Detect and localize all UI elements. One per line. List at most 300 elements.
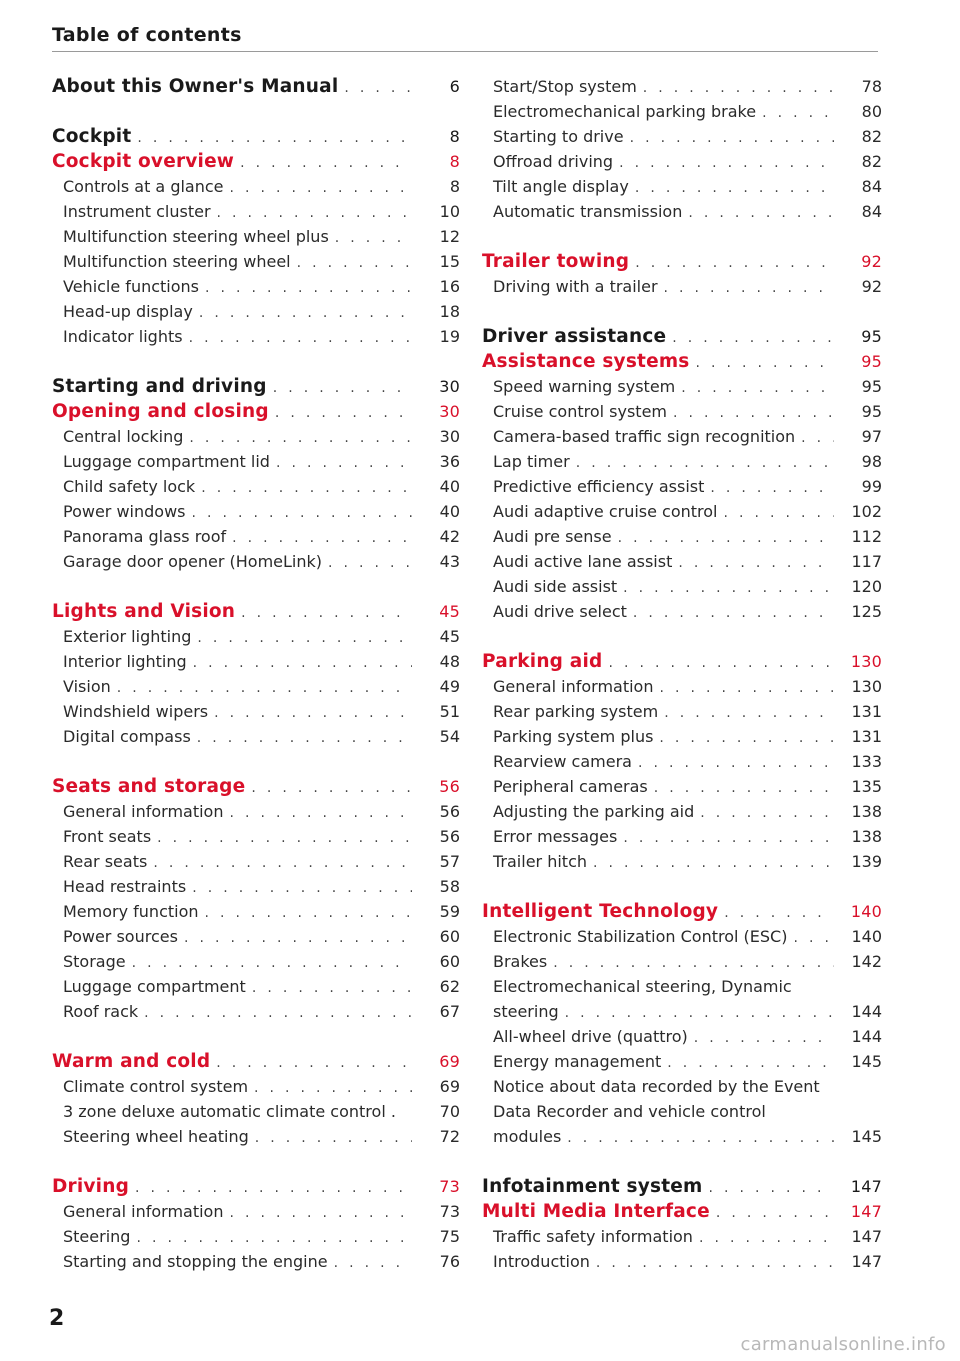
toc-entry-title: Warm and cold xyxy=(52,1051,211,1072)
toc-leader-dots xyxy=(153,851,412,874)
toc-page-number: 140 xyxy=(850,902,882,921)
toc-entry-title: Seats and storage xyxy=(52,776,246,797)
toc-page-number: 80 xyxy=(861,102,882,121)
toc-section-entry[interactable] xyxy=(52,824,460,849)
toc-section-entry[interactable] xyxy=(482,1024,882,1049)
toc-entry-title: Climate control system xyxy=(63,1077,249,1096)
toc-section-entry[interactable] xyxy=(482,749,882,774)
toc-page-number: 72 xyxy=(439,1127,460,1146)
toc-page-number: 145 xyxy=(851,1127,882,1146)
toc-entry-title: Brakes xyxy=(493,952,548,971)
toc-entry-title: Camera-based traffic sign recognition xyxy=(493,427,796,446)
toc-page-number: 45 xyxy=(439,627,460,646)
toc-section-entry[interactable] xyxy=(482,149,882,174)
toc-section-entry[interactable] xyxy=(52,949,460,974)
toc-leader-dots xyxy=(273,376,412,399)
toc-leader-dots xyxy=(335,226,412,249)
toc-column-right xyxy=(482,74,882,1274)
toc-page-number: 130 xyxy=(850,652,882,671)
toc-leader-dots xyxy=(710,476,834,499)
toc-section-entry[interactable] xyxy=(482,949,882,974)
toc-section-entry[interactable] xyxy=(52,624,460,649)
toc-page-number: 40 xyxy=(439,502,460,521)
toc-entry-title: Starting and stopping the engine xyxy=(63,1252,328,1271)
toc-leader-dots xyxy=(567,1126,834,1149)
toc-leader-dots xyxy=(664,276,834,299)
toc-section-entry[interactable] xyxy=(52,499,460,524)
toc-section-entry[interactable] xyxy=(52,299,460,324)
toc-section-entry[interactable] xyxy=(52,874,460,899)
toc-entry-title: Rear parking system xyxy=(493,702,659,721)
toc-leader-dots xyxy=(229,1201,412,1224)
toc-page-number: 56 xyxy=(439,827,460,846)
toc-spacer xyxy=(52,349,460,374)
toc-page-number: 133 xyxy=(851,752,882,771)
toc-section-entry[interactable] xyxy=(52,649,460,674)
toc-entry-title: Audi side assist xyxy=(493,577,618,596)
toc-section-entry[interactable] xyxy=(52,199,460,224)
toc-section-entry[interactable] xyxy=(482,724,882,749)
toc-page-number: 102 xyxy=(851,502,882,521)
toc-leader-dots xyxy=(254,1076,412,1099)
toc-chapter-entry[interactable] xyxy=(482,349,882,374)
toc-page-number: 147 xyxy=(851,1227,882,1246)
toc-entry-title: Error messages xyxy=(493,827,618,846)
toc-entry-title: Steering xyxy=(63,1227,131,1246)
toc-page-number: 147 xyxy=(850,1202,882,1221)
toc-entry-title: modules xyxy=(493,1127,562,1146)
toc-leader-dots xyxy=(608,651,834,674)
toc-chapter-entry[interactable] xyxy=(482,649,882,674)
toc-leader-dots xyxy=(659,726,834,749)
toc-entry-title: Roof rack xyxy=(63,1002,139,1021)
toc-page-number: 60 xyxy=(439,952,460,971)
toc-entry-title: Adjusting the parking aid xyxy=(493,802,695,821)
toc-entry-title: Start/Stop system xyxy=(493,77,637,96)
toc-leader-dots xyxy=(565,1001,834,1024)
toc-page-number: 57 xyxy=(439,852,460,871)
toc-entry-title: Automatic transmission xyxy=(493,202,683,221)
toc-leader-dots xyxy=(623,826,834,849)
toc-leader-dots xyxy=(334,1251,412,1274)
toc-leader-dots xyxy=(232,526,412,549)
toc-page-number: 56 xyxy=(439,777,460,796)
toc-chapter-entry[interactable] xyxy=(52,399,460,424)
toc-section-entry[interactable] xyxy=(482,1074,882,1099)
toc-section-entry[interactable] xyxy=(52,1199,460,1224)
toc-entry-title: Multifunction steering wheel xyxy=(63,252,291,271)
toc-entry-title: General information xyxy=(493,677,654,696)
toc-section-entry[interactable] xyxy=(482,499,882,524)
toc-page-number: 92 xyxy=(861,252,882,271)
toc-leader-dots xyxy=(664,701,834,724)
toc-chapter-entry[interactable] xyxy=(52,74,460,99)
page-number: 2 xyxy=(49,1306,65,1331)
toc-page-number: 36 xyxy=(439,452,460,471)
toc-section-entry[interactable] xyxy=(482,574,882,599)
toc-entry-title: Child safety lock xyxy=(63,477,196,496)
toc-page-number: 98 xyxy=(861,452,882,471)
toc-section-entry[interactable] xyxy=(52,174,460,199)
toc-entry-title: Peripheral cameras xyxy=(493,777,648,796)
toc-entry-title: Interior lighting xyxy=(63,652,187,671)
toc-page-number: 95 xyxy=(861,377,882,396)
toc-page-number: 135 xyxy=(851,777,882,796)
toc-entry-title: Memory function xyxy=(63,902,199,921)
toc-section-entry[interactable] xyxy=(482,699,882,724)
toc-section-entry[interactable] xyxy=(482,1049,882,1074)
toc-leader-dots xyxy=(251,776,412,799)
header-divider xyxy=(52,51,878,52)
toc-entry-title: Power sources xyxy=(63,927,178,946)
toc-entry-title: Garage door opener (HomeLink) xyxy=(63,552,323,571)
toc-section-entry[interactable] xyxy=(52,974,460,999)
toc-page-number: 60 xyxy=(439,927,460,946)
toc-section-entry[interactable] xyxy=(482,524,882,549)
toc-section-entry[interactable] xyxy=(52,924,460,949)
toc-page-number: 84 xyxy=(861,202,882,221)
toc-leader-dots xyxy=(724,501,835,524)
toc-spacer xyxy=(482,624,882,649)
toc-entry-title: Data Recorder and vehicle control xyxy=(493,1102,766,1121)
toc-page-number: 145 xyxy=(851,1052,882,1071)
toc-section-entry[interactable] xyxy=(52,324,460,349)
toc-leader-dots xyxy=(132,951,412,974)
toc-leader-dots xyxy=(205,276,412,299)
toc-entry-title: Notice about data recorded by the Event xyxy=(493,1077,820,1096)
toc-page-number: 70 xyxy=(439,1102,460,1121)
toc-page-number: 73 xyxy=(439,1177,460,1196)
toc-page-number: 59 xyxy=(439,902,460,921)
toc-leader-dots xyxy=(201,476,412,499)
toc-leader-dots xyxy=(184,926,412,949)
toc-section-entry[interactable] xyxy=(482,199,882,224)
toc-page-number: 78 xyxy=(861,77,882,96)
toc-section-entry[interactable] xyxy=(482,824,882,849)
toc-page-number: 84 xyxy=(861,177,882,196)
toc-leader-dots xyxy=(192,876,412,899)
toc-section-entry[interactable] xyxy=(52,1099,460,1124)
toc-spacer xyxy=(52,99,460,124)
toc-entry-title: Cockpit overview xyxy=(52,151,235,172)
toc-page-number: 92 xyxy=(861,277,882,296)
toc-entry-title: Trailer towing xyxy=(482,251,630,272)
toc-section-entry[interactable] xyxy=(482,274,882,299)
toc-leader-dots xyxy=(230,176,413,199)
toc-section-entry[interactable] xyxy=(52,474,460,499)
toc-page-number: 139 xyxy=(851,852,882,871)
toc-page-number: 45 xyxy=(439,602,460,621)
toc-section-entry[interactable] xyxy=(482,774,882,799)
toc-leader-dots xyxy=(635,176,834,199)
toc-entry-title: Multifunction steering wheel plus xyxy=(63,227,329,246)
toc-page-number: 56 xyxy=(439,802,460,821)
toc-leader-dots xyxy=(135,1176,412,1199)
toc-section-entry[interactable] xyxy=(482,124,882,149)
toc-page-number: 8 xyxy=(449,127,460,146)
toc-leader-dots xyxy=(635,251,834,274)
toc-spacer xyxy=(482,874,882,899)
toc-entry-title: Indicator lights xyxy=(63,327,183,346)
toc-entry-title: Cruise control system xyxy=(493,402,667,421)
toc-leader-dots xyxy=(255,1126,412,1149)
toc-page-number: 140 xyxy=(851,927,882,946)
toc-entry-title: Digital compass xyxy=(63,727,191,746)
toc-section-entry[interactable] xyxy=(482,399,882,424)
toc-chapter-entry[interactable] xyxy=(52,774,460,799)
toc-entry-title: Rear seats xyxy=(63,852,148,871)
toc-page-number: 58 xyxy=(439,877,460,896)
toc-entry-title: Predictive efficiency assist xyxy=(493,477,705,496)
toc-chapter-entry[interactable] xyxy=(482,1174,882,1199)
toc-leader-dots xyxy=(276,451,412,474)
toc-chapter-entry[interactable] xyxy=(482,1199,882,1224)
toc-section-entry[interactable] xyxy=(52,699,460,724)
toc-spacer xyxy=(52,749,460,774)
toc-page-number: 82 xyxy=(861,152,882,171)
toc-leader-dots xyxy=(630,126,834,149)
toc-entry-title: Head-up display xyxy=(63,302,193,321)
toc-page-number: 144 xyxy=(851,1002,882,1021)
toc-page-number: 120 xyxy=(851,577,882,596)
toc-leader-dots xyxy=(241,601,412,624)
toc-leader-dots xyxy=(199,301,412,324)
toc-entry-title: General information xyxy=(63,802,224,821)
toc-section-entry[interactable] xyxy=(52,449,460,474)
toc-entry-title: Energy management xyxy=(493,1052,662,1071)
toc-page-number: 62 xyxy=(439,977,460,996)
toc-entry-title: Lights and Vision xyxy=(52,601,236,622)
toc-page-number: 95 xyxy=(861,327,882,346)
toc-spacer xyxy=(482,299,882,324)
toc-leader-dots xyxy=(673,401,834,424)
toc-leader-dots xyxy=(229,801,412,824)
toc-leader-dots xyxy=(672,326,834,349)
toc-leader-dots xyxy=(297,251,412,274)
toc-entry-title: About this Owner's Manual xyxy=(52,76,339,97)
toc-leader-dots xyxy=(638,751,834,774)
toc-leader-dots xyxy=(216,1051,412,1074)
toc-section-entry[interactable] xyxy=(482,74,882,99)
toc-entry-title: Storage xyxy=(63,952,126,971)
toc-page-number: 125 xyxy=(851,602,882,621)
toc-entry-title: Rearview camera xyxy=(493,752,632,771)
toc-section-entry[interactable] xyxy=(52,524,460,549)
toc-section-entry[interactable] xyxy=(482,449,882,474)
toc-entry-title: Parking aid xyxy=(482,651,603,672)
toc-page-number: 49 xyxy=(439,677,460,696)
toc-section-entry[interactable] xyxy=(482,1124,882,1149)
toc-leader-dots xyxy=(137,126,412,149)
toc-section-entry[interactable] xyxy=(482,974,882,999)
toc-entry-title: Driving xyxy=(52,1176,130,1197)
toc-column-left xyxy=(52,74,460,1274)
toc-leader-dots xyxy=(623,576,834,599)
toc-entry-title: steering xyxy=(493,1002,559,1021)
toc-leader-dots xyxy=(667,1051,834,1074)
toc-page-number: 6 xyxy=(449,77,460,96)
toc-entry-title: Vehicle functions xyxy=(63,277,199,296)
toc-spacer xyxy=(52,1024,460,1049)
toc-section-entry[interactable] xyxy=(52,1249,460,1274)
toc-section-entry[interactable] xyxy=(52,1224,460,1249)
toc-leader-dots xyxy=(700,801,834,824)
toc-chapter-entry[interactable] xyxy=(482,324,882,349)
toc-section-entry[interactable] xyxy=(482,599,882,624)
toc-entry-title: Electromechanical parking brake xyxy=(493,102,757,121)
toc-chapter-entry[interactable] xyxy=(52,149,460,174)
toc-section-entry[interactable] xyxy=(52,724,460,749)
toc-leader-dots xyxy=(596,1251,834,1274)
toc-page-number: 131 xyxy=(851,702,882,721)
toc-section-entry[interactable] xyxy=(52,424,460,449)
toc-page-number: 117 xyxy=(851,552,882,571)
page-header-title: Table of contents xyxy=(52,24,242,46)
toc-entry-title: Intelligent Technology xyxy=(482,901,719,922)
toc-page-number: 75 xyxy=(439,1227,460,1246)
toc-chapter-entry[interactable] xyxy=(52,124,460,149)
toc-page-number: 95 xyxy=(861,402,882,421)
toc-page-number: 42 xyxy=(439,527,460,546)
toc-leader-dots xyxy=(576,451,834,474)
toc-chapter-entry[interactable] xyxy=(52,599,460,624)
toc-leader-dots xyxy=(699,1226,834,1249)
toc-section-entry[interactable] xyxy=(52,1124,460,1149)
toc-page-number: 131 xyxy=(851,727,882,746)
toc-entry-title: Audi adaptive cruise control xyxy=(493,502,718,521)
toc-leader-dots xyxy=(144,1001,412,1024)
toc-section-entry[interactable] xyxy=(52,224,460,249)
toc-entry-title: Luggage compartment xyxy=(63,977,246,996)
toc-entry-title: Electromechanical steering, Dynamic xyxy=(493,977,792,996)
toc-chapter-entry[interactable] xyxy=(52,1174,460,1199)
toc-leader-dots xyxy=(793,926,834,949)
toc-leader-dots xyxy=(344,76,412,99)
toc-page-number: 8 xyxy=(449,177,460,196)
toc-page-number: 99 xyxy=(861,477,882,496)
toc-leader-dots xyxy=(275,401,412,424)
toc-leader-dots xyxy=(192,501,413,524)
toc-section-entry[interactable] xyxy=(52,249,460,274)
toc-entry-title: Parking system plus xyxy=(493,727,654,746)
toc-leader-dots xyxy=(801,426,834,449)
toc-leader-dots xyxy=(328,551,412,574)
toc-page-number: 138 xyxy=(851,827,882,846)
toc-section-entry[interactable] xyxy=(52,674,460,699)
toc-entry-title: Starting and driving xyxy=(52,376,267,397)
toc-leader-dots xyxy=(643,76,834,99)
toc-section-entry[interactable] xyxy=(482,549,882,574)
toc-section-entry[interactable] xyxy=(482,999,882,1024)
toc-chapter-entry[interactable] xyxy=(482,899,882,924)
toc-page-number: 76 xyxy=(439,1252,460,1271)
toc-entry-title: Infotainment system xyxy=(482,1176,703,1197)
toc-entry-title: Driver assistance xyxy=(482,326,667,347)
toc-section-entry[interactable] xyxy=(482,924,882,949)
toc-section-entry[interactable] xyxy=(482,374,882,399)
toc-spacer xyxy=(482,1149,882,1174)
toc-page-number: 12 xyxy=(439,227,460,246)
toc-leader-dots xyxy=(197,726,412,749)
toc-leader-dots xyxy=(696,351,834,374)
toc-section-entry[interactable] xyxy=(52,899,460,924)
toc-leader-dots xyxy=(633,601,834,624)
toc-leader-dots xyxy=(659,676,834,699)
toc-page-number: 73 xyxy=(439,1202,460,1221)
toc-section-entry[interactable] xyxy=(482,1224,882,1249)
toc-chapter-entry[interactable] xyxy=(482,249,882,274)
toc-section-entry[interactable] xyxy=(482,424,882,449)
toc-leader-dots xyxy=(716,1201,834,1224)
toc-page-number: 95 xyxy=(861,352,882,371)
toc-chapter-entry[interactable] xyxy=(52,374,460,399)
toc-entry-title: Traffic safety information xyxy=(493,1227,693,1246)
toc-entry-title: Panorama glass roof xyxy=(63,527,227,546)
toc-leader-dots xyxy=(678,551,834,574)
toc-page-number: 69 xyxy=(439,1077,460,1096)
toc-leader-dots xyxy=(688,201,834,224)
toc-entry-title: Windshield wipers xyxy=(63,702,209,721)
toc-section-entry[interactable] xyxy=(52,799,460,824)
toc-section-entry[interactable] xyxy=(52,274,460,299)
toc-section-entry[interactable] xyxy=(482,474,882,499)
toc-entry-title: Luggage compartment lid xyxy=(63,452,270,471)
toc-page-number: 144 xyxy=(851,1027,882,1046)
toc-section-entry[interactable] xyxy=(52,1074,460,1099)
toc-entry-title: Audi drive select xyxy=(493,602,627,621)
toc-leader-dots xyxy=(619,151,834,174)
toc-section-entry[interactable] xyxy=(482,799,882,824)
toc-page-number: 43 xyxy=(439,552,460,571)
toc-entry-title: Starting to drive xyxy=(493,127,624,146)
toc-leader-dots xyxy=(197,626,412,649)
toc-entry-title: Audi active lane assist xyxy=(493,552,673,571)
toc-section-entry[interactable] xyxy=(52,549,460,574)
toc-entry-title: 3 zone deluxe automatic climate control . xyxy=(63,1102,396,1121)
toc-section-entry[interactable] xyxy=(52,849,460,874)
toc-entry-title: Introduction xyxy=(493,1252,590,1271)
toc-section-entry[interactable] xyxy=(52,999,460,1024)
toc-page-number: 54 xyxy=(439,727,460,746)
toc-page-number: 67 xyxy=(439,1002,460,1021)
toc-entry-title: Driving with a trailer xyxy=(493,277,658,296)
toc-chapter-entry[interactable] xyxy=(52,1049,460,1074)
toc-entry-title: Exterior lighting xyxy=(63,627,192,646)
toc-entry-title: Steering wheel heating xyxy=(63,1127,249,1146)
toc-leader-dots xyxy=(654,776,834,799)
toc-section-entry[interactable] xyxy=(482,1249,882,1274)
toc-leader-dots xyxy=(708,1176,834,1199)
toc-entry-title: Instrument cluster xyxy=(63,202,211,221)
toc-section-entry[interactable] xyxy=(482,174,882,199)
toc-spacer xyxy=(52,574,460,599)
toc-page-number: 8 xyxy=(449,152,460,171)
toc-section-entry[interactable] xyxy=(482,99,882,124)
toc-entry-title: Opening and closing xyxy=(52,401,269,422)
toc-section-entry[interactable] xyxy=(482,849,882,874)
toc-page-number: 40 xyxy=(439,477,460,496)
toc-leader-dots xyxy=(724,901,834,924)
toc-entry-title: Front seats xyxy=(63,827,152,846)
toc-entry-title: Vision xyxy=(63,677,111,696)
toc-entry-title: Assistance systems xyxy=(482,351,690,372)
toc-page-number: 97 xyxy=(861,427,882,446)
toc-section-entry[interactable] xyxy=(482,674,882,699)
toc-section-entry[interactable] xyxy=(482,1099,882,1124)
toc-leader-dots xyxy=(117,676,412,699)
toc-entry-title: Trailer hitch xyxy=(493,852,587,871)
toc-entry-title: All-wheel drive (quattro) xyxy=(493,1027,688,1046)
